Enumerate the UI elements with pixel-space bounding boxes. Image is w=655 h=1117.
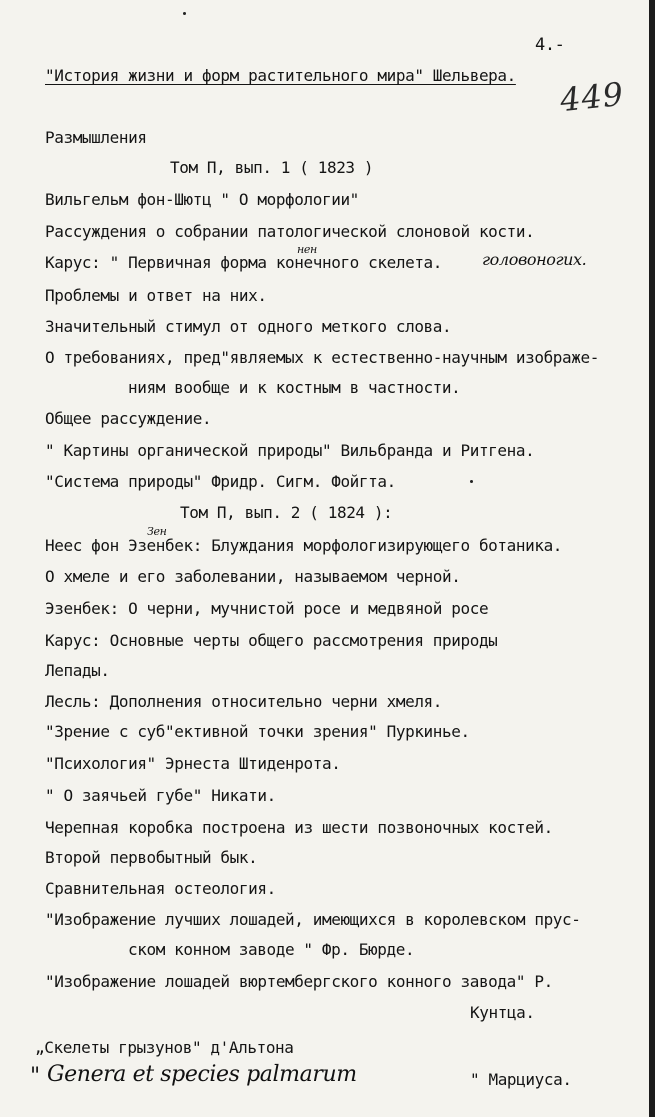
entry-line: " О заячьей губе" Никати.	[45, 786, 276, 805]
volume-1-heading: Том П, вып. 1 ( 1823 )	[170, 158, 374, 177]
margin-note: 449	[558, 74, 626, 120]
handwritten-title: Genera et species palmarum	[47, 1062, 357, 1087]
scan-speck	[470, 480, 473, 483]
handwritten-insert: Зен	[147, 525, 167, 538]
entry-line: Проблемы и ответ на них.	[45, 286, 267, 305]
entry-line: Лепады.	[45, 661, 110, 680]
entry-line: Рассуждения о собрании патологической слоновой кости.	[45, 222, 535, 241]
skeletons-line: „Скелеты грызунов" д'Альтона	[35, 1038, 294, 1057]
entry-line: Неес фон Эзенбек: Блуждания морфологизирующего ботаника.	[45, 536, 563, 555]
entry-line: ниям вообще и к костным в частности.	[128, 378, 461, 397]
entry-line: "Система природы" Фридр. Сигм. Фойгта.	[45, 472, 396, 491]
entry-line: Общее рассуждение.	[45, 409, 212, 428]
handwritten-quote: "	[30, 1064, 40, 1089]
handwritten-insert: головоногих.	[482, 250, 587, 269]
entry-line: Сравнительная остеология.	[45, 879, 276, 898]
page-number: 4.-	[535, 35, 565, 55]
entry-line: "Изображение лучших лошадей, имеющихся в королевском прус-	[45, 910, 581, 929]
entry-line: "Изображение лошадей вюртембергского конного завода" Р.	[45, 972, 553, 991]
entry-line: Значительный стимул от одного меткого слова.	[45, 317, 452, 336]
author-line: " Марциуса.	[470, 1070, 572, 1089]
entry-line: ском конном заводе " Фр. Бюрде.	[128, 940, 415, 959]
section-title: Размышления	[45, 128, 147, 147]
entry-line: Кунтца.	[470, 1003, 535, 1022]
entry-line: Карус: Основные черты общего рассмотрения природы	[45, 631, 498, 650]
entry-line: "Зрение с суб"ективной точки зрения" Пуркинье.	[45, 722, 470, 741]
entry-line: Эзенбек: О черни, мучнистой росе и медвяной росе	[45, 599, 489, 618]
entry-line: Вильгельм фон-Шютц " О морфологии"	[45, 190, 359, 209]
entry-line: Второй первобытный бык.	[45, 848, 258, 867]
entry-line: Карус: " Первичная форма конечного скелета.	[45, 253, 443, 272]
entry-line: О требованиях, пред"являемых к естественно-научным изображе-	[45, 348, 599, 367]
document-header: "История жизни и форм растительного мира" Шельвера.	[45, 66, 516, 85]
handwritten-insert: нен	[297, 243, 317, 256]
entry-line: " Картины органической природы" Вильбранда и Ритгена.	[45, 441, 535, 460]
entry-line: Черепная коробка построена из шести позвоночных костей.	[45, 818, 553, 837]
volume-2-heading: Том П, вып. 2 ( 1824 ):	[180, 503, 393, 522]
entry-line: "Психология" Эрнеста Штиденрота.	[45, 754, 341, 773]
entry-line: О хмеле и его заболевании, называемом черной.	[45, 567, 461, 586]
scan-speck	[183, 12, 186, 15]
entry-line: Лесль: Дополнения относительно черни хмеля.	[45, 692, 443, 711]
